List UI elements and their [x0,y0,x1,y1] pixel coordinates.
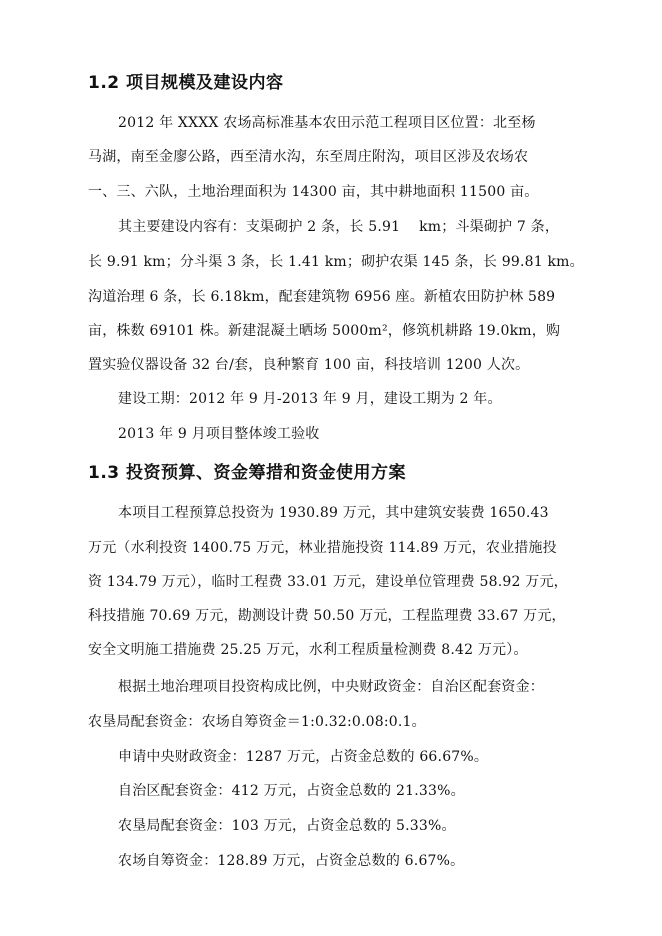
text-line: 本项目工程预算总投资为 1930.89 万元，其中建筑安装费 1650.43 [118,505,549,521]
text-line: 农垦局配套资金：103 万元，占资金总数的 5.33%。 [118,818,456,834]
text-line: 亩，株数 69101 株。新建混凝土晒场 5000m²，修筑机耕路 19.0km，购 [88,323,561,339]
text-line: 马湖，南至金廖公路，西至清水沟，东至周庄附沟，项目区涉及农场农 [88,149,529,165]
text-line: 根据土地治理项目投资构成比例，中央财政资金：自治区配套资金： [118,679,544,695]
text-line: 安全文明施工措施费 25.25 万元，水利工程质量检测费 8.42 万元）。 [88,642,528,658]
section-1-2-heading: 1.2 项目规模及建设内容 [88,73,284,93]
text-line: 长 9.91 km；分斗渠 3 条，长 1.41 km；砌护农渠 145 条，长 99.81 km。 [88,254,584,270]
text-line: 沟道治理 6 条，长 6.18km，配套建筑物 6956 座。新植农田防护林 589 [88,289,556,305]
text-line: 科技措施 70.69 万元，勘测设计费 50.50 万元，工程监理费 33.67 万元， [88,608,566,624]
text-line: 自治区配套资金：412 万元，占资金总数的 21.33%。 [118,783,465,799]
text-line: 2013 年 9 月项目整体竣工验收 [118,426,320,442]
text-line: 申请中央财政资金：1287 万元，占资金总数的 66.67%。 [118,749,489,765]
text-line: 农垦局配套资金：农场自筹资金＝1:0.32:0.08:0.1。 [88,714,426,730]
text-line: 一、三、六队，土地治理面积为 14300 亩，其中耕地面积 11500 亩。 [88,184,539,200]
text-line: 农场自筹资金：128.89 万元，占资金总数的 6.67%。 [118,853,465,869]
text-line: 置实验仪器设备 32 台/套，良种繁育 100 亩，科技培训 1200 人次。 [88,357,530,373]
text-line: 资 134.79 万元），临时工程费 33.01 万元，建设单位管理费 58.92 万元， [88,574,568,590]
text-line: 建设工期：2012 年 9 月-2013 年 9 月，建设工期为 2 年。 [118,391,502,407]
text-line: 万元（水利投资 1400.75 万元，林业措施投资 114.89 万元，农业措施投 [88,540,557,556]
section-1-3-heading: 1.3 投资预算、资金筹措和资金使用方案 [88,463,407,483]
text-line: 其主要建设内容有：支渠砌护 2 条，长 5.91 km；斗渠砌护 7 条， [118,219,560,235]
text-line: 2012 年 XXXX 农场高标准基本农田示范工程项目区位置：北至杨 [118,115,536,131]
